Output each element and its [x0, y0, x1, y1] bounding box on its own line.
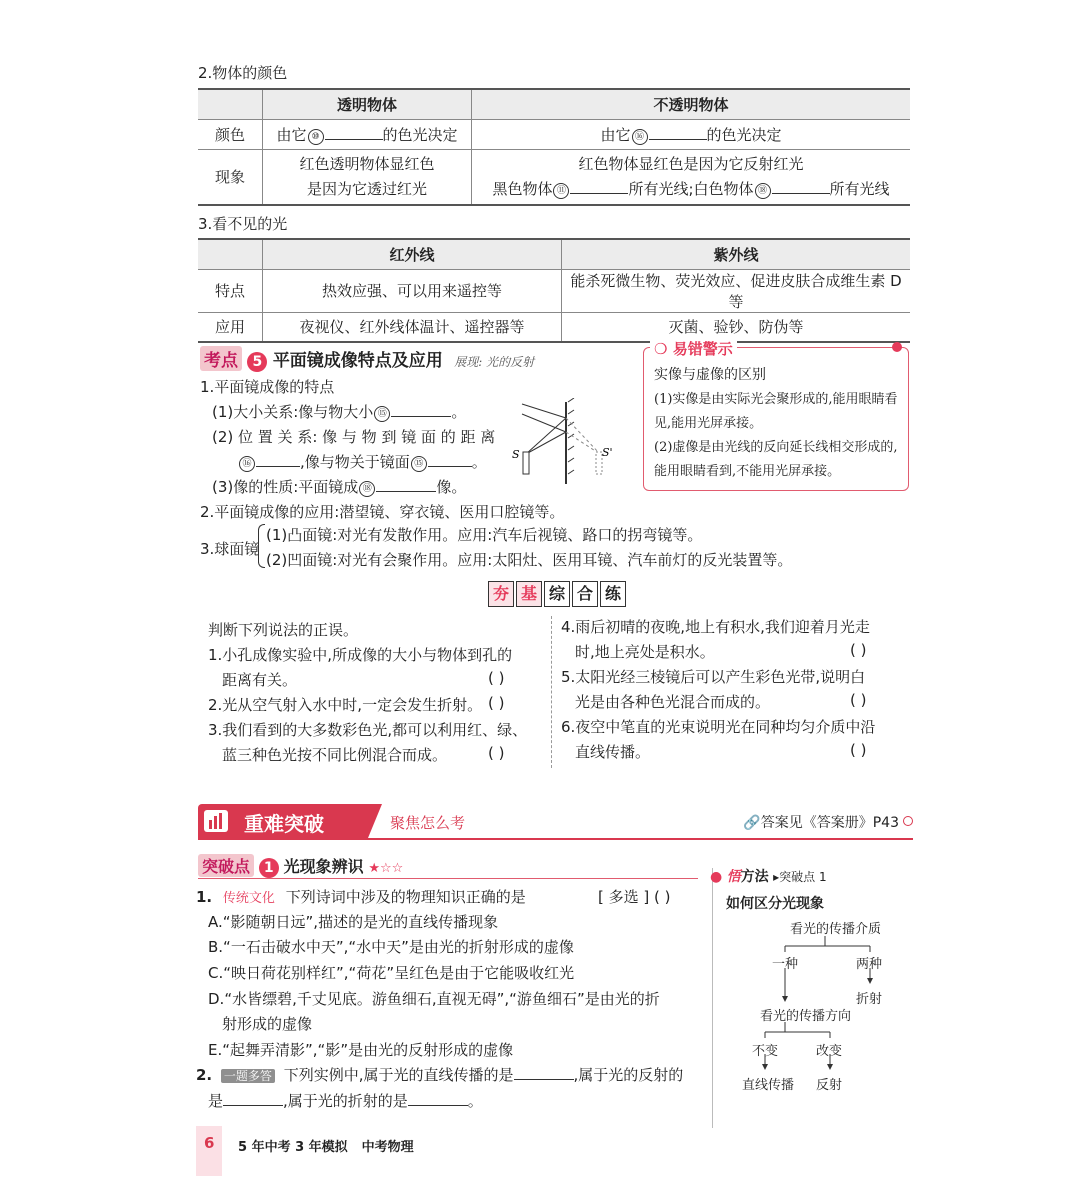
blank-number: ⑪: [553, 183, 569, 199]
practice-q6: 6.夜空中笔直的光束说明光在同种均匀介质中沿: [561, 718, 876, 736]
mirror-hatch: [568, 470, 574, 474]
chart-icon: [204, 810, 228, 832]
reflected-ray: [522, 414, 566, 432]
reflected-ray: [522, 404, 566, 418]
pin-icon: [892, 342, 902, 352]
arrow-head: [867, 978, 873, 984]
arrow-head: [782, 996, 788, 1002]
cell-ir-application: 夜视仪、红外线体温计、遥控器等: [263, 312, 562, 342]
footer-book-title: 5 年中考 3 年模拟 中考物理: [238, 1140, 414, 1155]
play-icon: ●: [710, 869, 723, 885]
warning-item-1: (1)实像是由实际光会聚形成的,能用眼睛看见,能用光屏承接。: [654, 392, 898, 431]
handwritten-note: 展现: 光的反射: [454, 355, 535, 369]
arrow-head: [762, 1064, 768, 1070]
arrow-head: [827, 1064, 833, 1070]
fill-blank[interactable]: [376, 477, 436, 492]
practice-intro: 判断下列说法的正误。: [208, 621, 359, 639]
light-ray: [526, 432, 566, 454]
answer-paren[interactable]: ( ): [850, 691, 867, 709]
traditional-culture-tag: 传统文化: [222, 891, 275, 906]
breakthrough-slogan: 聚焦怎么考: [390, 814, 466, 832]
kaodian-5-heading: [200, 346, 534, 372]
section-title-invisible-light: 3.看不见的光: [198, 215, 288, 233]
breakpoint-title: 光现象辨识: [283, 857, 364, 876]
option-b: B.“一石击破水中天”,“水中天”是由光的折射形成的虚像: [208, 938, 574, 956]
image-label: S': [602, 446, 613, 459]
kaodian-number: 5: [247, 352, 267, 372]
row-label-feature: 特点: [198, 269, 263, 312]
tree-node-straight: 直线传播: [742, 1078, 795, 1093]
row-label-application: 应用: [198, 312, 263, 342]
practice-title-char: 基: [516, 581, 542, 607]
ir-table-header-blank: [198, 239, 263, 269]
method-heading: ● 悟方法 ▸突破点 1: [710, 869, 827, 885]
tree-node-refraction: 折射: [856, 992, 883, 1007]
practice-q3-cont: 蓝三种色光按不同比例混合而成。: [222, 746, 448, 764]
tree-node-direction: 看光的传播方向: [760, 1009, 852, 1024]
practice-q3: 3.我们看到的大多数彩色光,都可以利用红、绿、: [208, 721, 528, 739]
breakpoint-heading: [198, 854, 698, 879]
mirror-feature-title: 1.平面镜成像的特点: [200, 378, 335, 396]
breakpoint-number: 1: [259, 858, 279, 878]
mirror-hatch: [568, 446, 574, 450]
practice-title-char: 综: [544, 581, 570, 607]
bt-q2-cont: 是 ,属于光的折射的是 。: [208, 1092, 483, 1110]
fill-blank[interactable]: [570, 179, 628, 194]
fill-blank[interactable]: [514, 1065, 574, 1080]
tree-node-change: 改变: [816, 1044, 843, 1059]
difficulty-stars: ★☆☆: [368, 861, 404, 876]
blank-number: ⑱: [359, 481, 375, 497]
fill-blank[interactable]: [256, 452, 300, 467]
blank-number: ⑱: [755, 183, 771, 199]
answer-paren[interactable]: ( ): [850, 641, 867, 659]
cell-uv-feature: 能杀死微生物、荧光效应、促进皮肤合成维生素 D 等: [562, 269, 911, 312]
ir-table-header-ultraviolet: 紫外线: [562, 239, 911, 269]
breakpoint-tag: 突破点: [198, 854, 254, 877]
column-divider: [551, 616, 552, 768]
option-a: A.“影随朝日远”,描述的是光的直线传播现象: [208, 913, 499, 931]
tree-node-one: 一种: [772, 957, 799, 972]
ir-table-header-infrared: 红外线: [263, 239, 562, 269]
cell-opaque-color: 由它 ⑯ 的色光决定: [472, 119, 911, 149]
blank-number: ⑯: [239, 456, 255, 472]
practice-title: [488, 581, 628, 607]
tree-node-same: 不变: [752, 1044, 779, 1059]
warning-title: ❍ 易错警示: [650, 338, 737, 359]
blank-number: ⑩: [308, 129, 324, 145]
practice-q1-cont: 距离有关。: [222, 671, 298, 689]
practice-q2: 2.光从空气射入水中时,一定会发生折射。: [208, 696, 483, 714]
mirror-feature-position: (2) 位 置 关 系: 像 与 物 到 镜 面 的 距 离: [212, 428, 496, 446]
practice-q5: 5.太阳光经三棱镜后可以产生彩色光带,说明白: [561, 668, 866, 686]
cell-ir-feature: 热效应强、可以用来遥控等: [263, 269, 562, 312]
answer-paren[interactable]: ( ): [488, 744, 505, 762]
bt-q1-type[interactable]: [ 多选 ] ( ): [598, 888, 671, 906]
banner-slant: [368, 804, 382, 838]
option-c: C.“映日荷花别样红”,“荷花”呈红色是由于它能吸收红光: [208, 964, 575, 982]
breakthrough-title: 重难突破: [244, 812, 324, 836]
tree-node-medium: 看光的传播介质: [790, 922, 882, 937]
cell-transparent-color: 由它 ⑩ 的色光决定: [263, 119, 472, 149]
blank-number: ⑮: [411, 456, 427, 472]
tree-node-two: 两种: [856, 957, 883, 972]
answer-paren[interactable]: ( ): [488, 694, 505, 712]
practice-q6-cont: 直线传播。: [575, 743, 651, 761]
tree-node-reflect: 反射: [816, 1078, 843, 1093]
color-table-header-opaque: 不透明物体: [472, 89, 911, 119]
practice-q5-cont: 光是由各种色光混合而成的。: [575, 693, 771, 711]
method-subheading: 如何区分光现象: [726, 896, 824, 912]
option-e: E.“起舞弄清影”,“影”是由光的反射形成的虚像: [208, 1041, 514, 1059]
banner-end-circle: [903, 816, 913, 826]
fill-blank[interactable]: [408, 1091, 468, 1106]
color-table-header-transparent: 透明物体: [263, 89, 472, 119]
color-table-header-blank: [198, 89, 263, 119]
warning-item-2: (2)虚像是由光线的反向延长线相交形成的,能用眼睛看到,不能用光屏承接。: [654, 440, 898, 479]
answer-paren[interactable]: ( ): [850, 741, 867, 759]
warning-box: [643, 340, 909, 491]
blank-number: ⑮: [374, 406, 390, 422]
practice-q4-cont: 时,地上亮处是积水。: [575, 643, 715, 661]
kaodian-title: 平面镜成像特点及应用: [272, 351, 443, 371]
fill-blank[interactable]: [772, 179, 830, 194]
cell-uv-application: 灭菌、验钞、防伪等: [562, 312, 911, 342]
blank-number: ⑯: [632, 129, 648, 145]
mirror-hatch: [568, 398, 574, 402]
object-label: S: [512, 448, 520, 461]
practice-title-char: 夯: [488, 581, 514, 607]
convex-mirror: (1)凸面镜:对光有发散作用。应用:汽车后视镜、路口的拐弯镜等。: [266, 526, 703, 544]
cell-transparent-phenomenon: 红色透明物体显红色 是因为它透过红光: [263, 149, 472, 205]
mirror-hatch: [568, 458, 574, 462]
mirror-hatch: [568, 410, 574, 414]
practice-q4: 4.雨后初晴的夜晚,地上有积水,我们迎着月光走: [561, 618, 870, 636]
method-divider: [712, 868, 713, 1128]
bt-q1: 1. 传统文化 下列诗词中涉及的物理知识正确的是: [196, 888, 526, 906]
bt-q2: 2. 一题多答 下列实例中,属于光的直线传播的是 ,属于光的反射的: [196, 1066, 684, 1084]
fill-blank[interactable]: [223, 1091, 283, 1106]
color-table: [198, 88, 910, 206]
mirror-feature-nature: (3)像的性质:平面镜成 ⑱ 像。: [212, 478, 467, 496]
spherical-mirror-label: 3.球面镜: [200, 540, 260, 558]
fill-blank[interactable]: [325, 125, 383, 140]
invisible-light-table: [198, 238, 910, 343]
cell-opaque-phenomenon: 红色物体显红色是因为它反射红光 黑色物体 ⑪ 所有光线;白色物体 ⑱ 所有光线: [472, 149, 911, 205]
row-label-phenomenon: 现象: [198, 149, 263, 205]
mirror-feature-position-2: ⑯ ,像与物关于镜面 ⑮ 。: [238, 451, 487, 472]
practice-q1: 1.小孔成像实验中,所成像的大小与物体到孔的: [208, 646, 513, 664]
fill-blank[interactable]: [649, 125, 707, 140]
brace: [258, 524, 265, 568]
warning-icon: ❍: [654, 340, 668, 358]
answer-reference[interactable]: 🔗答案见《答案册》P43: [743, 815, 899, 831]
kaodian-tag: 考点: [200, 346, 242, 371]
warning-subtitle: 实像与虚像的区别: [654, 367, 766, 383]
option-d: D.“水皆缥碧,千丈见底。游鱼细石,直视无碍”,“游鱼细石”是由光的折: [208, 990, 660, 1008]
mirror-diagram: [508, 398, 618, 488]
candle-object: [523, 452, 529, 474]
mirror-application: 2.平面镜成像的应用:潜望镜、穿衣镜、医用口腔镜等。: [200, 503, 565, 521]
row-label-color: 颜色: [198, 119, 263, 149]
fill-blank[interactable]: [428, 452, 472, 467]
fill-blank[interactable]: [391, 402, 451, 417]
practice-title-char: 合: [572, 581, 598, 607]
breakthrough-banner: [198, 804, 913, 840]
link-icon: 🔗: [743, 815, 761, 831]
practice-title-char: 练: [600, 581, 626, 607]
answer-paren[interactable]: ( ): [488, 669, 505, 687]
option-d-cont: 射形成的虚像: [222, 1015, 313, 1033]
concave-mirror: (2)凹面镜:对光有会聚作用。应用:太阳灶、医用耳镜、汽车前灯的反光装置等。: [266, 551, 793, 569]
mirror-feature-size: (1)大小关系:像与物大小 ⑮ 。: [212, 403, 467, 421]
multi-answer-tag: 一题多答: [221, 1069, 275, 1083]
section-title-color: 2.物体的颜色: [198, 64, 288, 82]
page-number: 6: [204, 1134, 215, 1152]
